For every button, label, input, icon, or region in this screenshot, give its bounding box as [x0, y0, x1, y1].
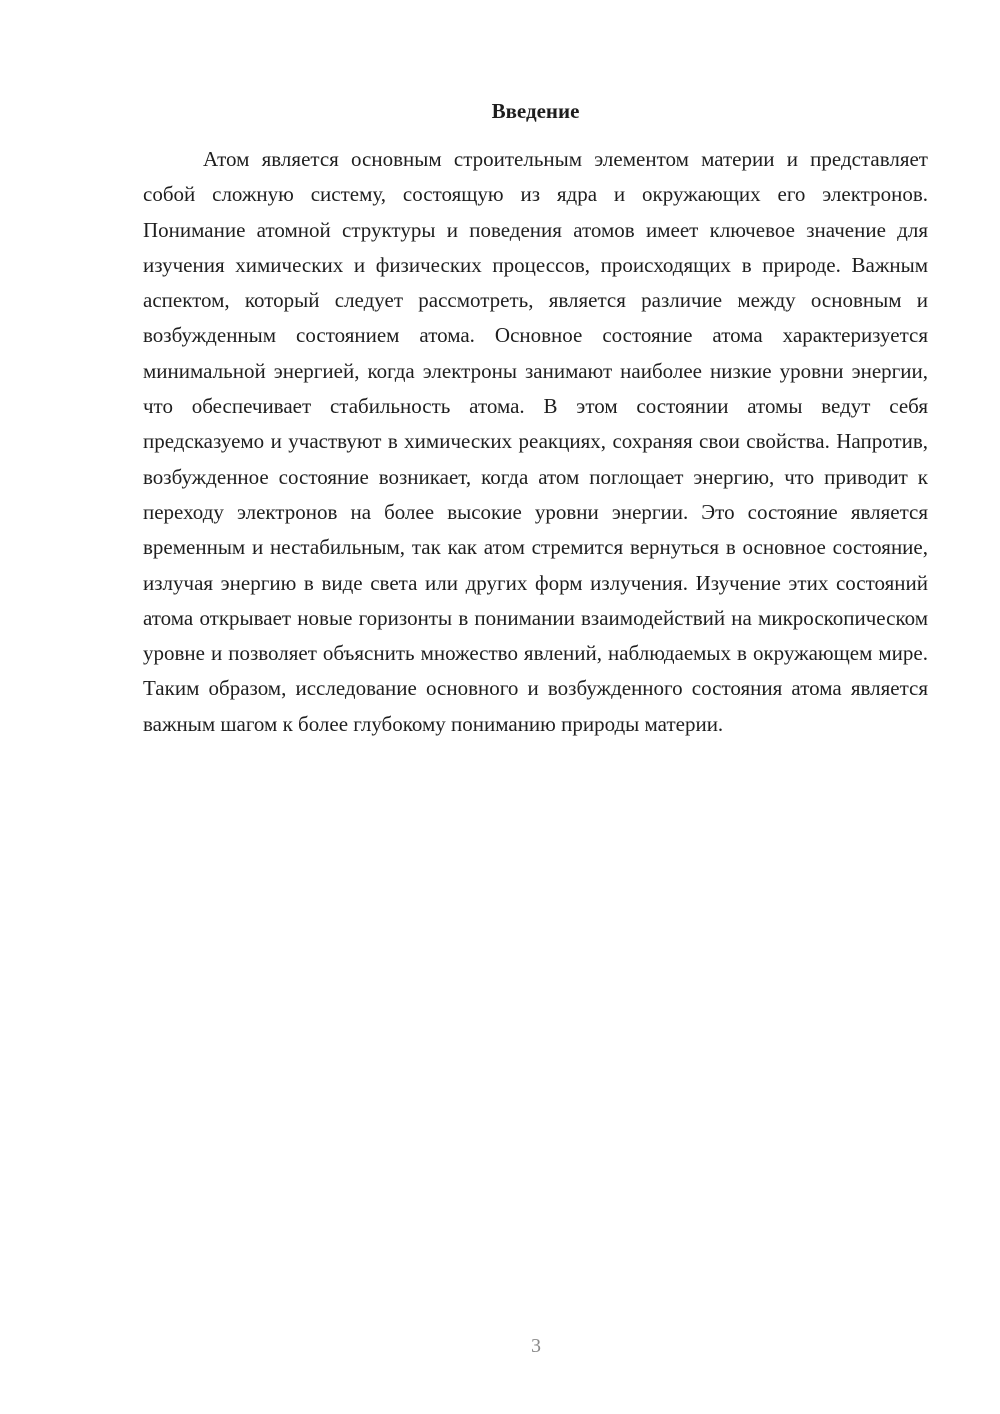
page-number: 3 — [531, 1335, 541, 1357]
body-paragraph: Атом является основным строительным элементом материи и представляет собой сложную систему, состоящую из ядра и окружающих его электронов. Понимание атомной структуры и поведения атомов имеет ключевое значение для изучения химических и физических процессов, происходящих в природе. Важным аспектом, который следует рассмотреть, является различие между основным и возбужденным состоянием атома. Основное состояние атома характеризуется минимальной энергией, когда электроны занимают наиболее низкие уровни энергии, что обеспечивает стабильность атома. В этом состоянии атомы ведут себя предсказуемо и участвуют в химических реакциях, сохраняя свои свойства. Напротив, возбужденное состояние возникает, когда атом поглощает энергию, что приводит к переходу электронов на более высокие уровни энергии. Это состояние является временным и нестабильным, так как атом стремится вернуться в основное состояние, излучая энергию в виде света или других форм излучения. Изучение этих состояний атома открывает новые горизонты в понимании взаимодействий на микроскопическом уровне и позволяет объяснить множество явлений, наблюдаемых в окружающем мире. Таким образом, исследование основного и возбужденного состояния атома является важным шагом к более глубокому пониманию природы материи. — [143, 147, 928, 736]
section-heading: Введение — [491, 99, 580, 123]
